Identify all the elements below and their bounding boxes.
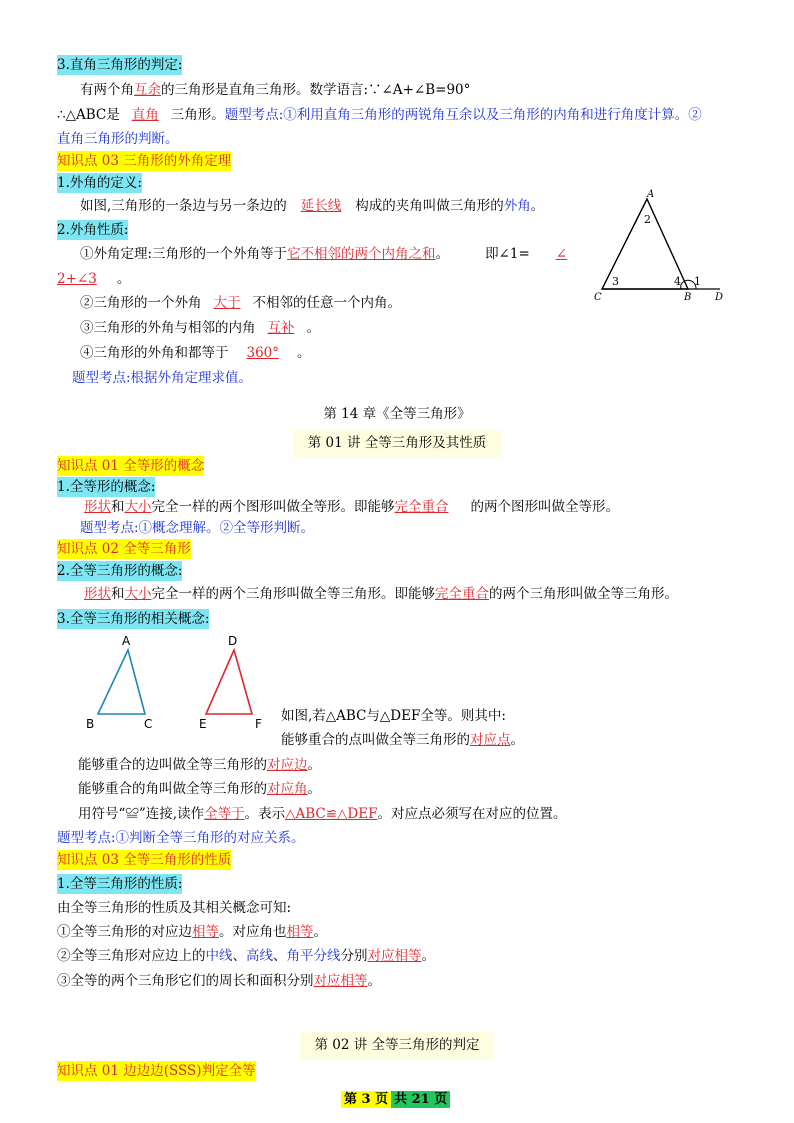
subheading-properties: 1.全等三角形的性质: bbox=[57, 876, 183, 892]
section-heading-right-triangle-criteria: 3.直角三角形的判定: bbox=[57, 57, 183, 73]
text-line bbox=[80, 293, 401, 313]
exam-point: 题型考点:①概念理解。②全等形判断。 bbox=[80, 520, 315, 536]
text-line bbox=[84, 497, 619, 517]
text: 。 bbox=[306, 320, 320, 336]
vertex-label-a: A bbox=[647, 189, 655, 200]
text: ③全等的两个三角形它们的周长和面积分别 bbox=[57, 973, 314, 989]
answer-blank: 大小 bbox=[124, 586, 152, 602]
text-line bbox=[80, 343, 311, 363]
keyword: 高线 bbox=[246, 948, 273, 964]
text: 如图,三角形的一条边与另一条边的 bbox=[80, 198, 287, 214]
text: 的两个三角形叫做全等三角形。 bbox=[489, 586, 678, 602]
triangle-def-red bbox=[206, 650, 252, 714]
text-line bbox=[80, 318, 320, 338]
subheading-related-concepts: 3.全等三角形的相关概念: bbox=[57, 611, 210, 627]
text-line bbox=[80, 244, 567, 264]
text: 。 bbox=[435, 246, 450, 262]
angle-label-1: 1 bbox=[694, 275, 701, 288]
vertex-label-b: B bbox=[86, 717, 95, 731]
knowledge-point-title: 知识点 02 全等三角形 bbox=[57, 541, 191, 557]
page-number: 第 3 页 bbox=[341, 1091, 391, 1108]
exam-point-continued: 直角三角形的判断。 bbox=[57, 131, 179, 147]
text: 。 bbox=[530, 198, 545, 214]
text: ②全等三角形对应边上的 bbox=[57, 948, 206, 964]
text: 。对应角也 bbox=[219, 924, 287, 940]
exterior-angle-figure bbox=[585, 185, 735, 305]
text: 能够重合的边叫做全等三角形的 bbox=[78, 757, 267, 773]
vertex-label-e: E bbox=[199, 717, 207, 731]
answer-blank: 直角 bbox=[131, 107, 159, 123]
answer-blank: 2+∠3 bbox=[57, 271, 97, 287]
angle-label-2: 2 bbox=[644, 213, 651, 226]
text: 。 bbox=[313, 924, 327, 940]
answer-blank: 相等 bbox=[286, 924, 314, 940]
text: 和 bbox=[111, 499, 125, 515]
text: 能够重合的点叫做全等三角形的 bbox=[281, 732, 470, 748]
text: 完全一样的两个图形叫做全等形。即能够 bbox=[151, 499, 395, 515]
text: ①全等三角形的对应边 bbox=[57, 924, 192, 940]
text: 、 bbox=[273, 948, 287, 964]
text: 能够重合的角叫做全等三角形的 bbox=[78, 781, 267, 797]
lecture-title: 第 01 讲 全等三角形及其性质 bbox=[307, 435, 487, 451]
answer-blank: 完全重合 bbox=[394, 499, 449, 515]
answer-blank: 互补 bbox=[267, 320, 295, 336]
text-line: 如图,若△ABC与△DEF全等。则其中: bbox=[281, 708, 506, 724]
vertex-label-c: C bbox=[144, 717, 153, 731]
lecture-banner bbox=[300, 1032, 494, 1060]
text: 。 bbox=[421, 948, 435, 964]
page-total: 共 21 页 bbox=[391, 1091, 450, 1108]
text: 的三角形是直角三角形。数学语言:∵∠A+∠B=90° bbox=[161, 82, 471, 98]
lecture-banner bbox=[293, 430, 501, 458]
answer-blank: 全等于 bbox=[204, 806, 245, 822]
text: 。 bbox=[297, 345, 311, 361]
answer-blank: △ABC≌△DEF bbox=[285, 806, 378, 822]
answer-blank: 对应边 bbox=[267, 757, 308, 773]
text-line bbox=[78, 755, 321, 775]
text: 和 bbox=[111, 586, 125, 602]
subheading-exterior-angle-definition: 1.外角的定义: bbox=[57, 175, 142, 191]
angle-label-4: 4 bbox=[674, 275, 681, 288]
text: 。 bbox=[307, 757, 321, 773]
exam-point: 题型考点:①利用直角三角形的两锐角互余以及三角形的内角和进行角度计算。② bbox=[224, 107, 702, 123]
congruent-triangles-figure bbox=[82, 630, 282, 735]
answer-blank: 完全重合 bbox=[435, 586, 489, 602]
lecture-title: 第 02 讲 全等三角形的判定 bbox=[314, 1037, 480, 1053]
text: 。 bbox=[307, 781, 321, 797]
answer-blank: 对应点 bbox=[470, 732, 511, 748]
answer-blank: 对应角 bbox=[267, 781, 308, 797]
answer-blank: 对应相等 bbox=[313, 973, 368, 989]
text-line bbox=[57, 105, 702, 125]
angle-label-3: 3 bbox=[612, 275, 619, 288]
text: 用符号“≌”连接,读作 bbox=[78, 806, 205, 822]
text-line bbox=[78, 804, 566, 824]
text-line bbox=[84, 584, 678, 604]
answer-blank: ∠ bbox=[555, 246, 568, 262]
text: 的两个图形叫做全等形。 bbox=[470, 499, 619, 515]
vertex-label-a: A bbox=[122, 634, 131, 648]
text: 。 bbox=[116, 271, 131, 287]
answer-blank: 它不相邻的两个内角之和 bbox=[287, 246, 436, 262]
text: 。 bbox=[510, 732, 524, 748]
angle-4-arc bbox=[681, 282, 683, 289]
subheading-exterior-angle-properties: 2.外角性质: bbox=[57, 222, 129, 238]
answer-blank: 大小 bbox=[124, 499, 152, 515]
text: 不相邻的任意一个内角。 bbox=[252, 295, 401, 311]
text-line: 由全等三角形的性质及其相关概念可知: bbox=[57, 900, 292, 916]
answer-blank: 形状 bbox=[84, 586, 111, 602]
keyword: 中线 bbox=[205, 948, 233, 964]
text: 即∠1= bbox=[485, 246, 530, 262]
keyword: 外角 bbox=[503, 198, 531, 214]
text-line bbox=[281, 730, 524, 750]
text: ④三角形的外角和都等于 bbox=[80, 345, 229, 361]
text-line bbox=[57, 971, 381, 991]
chapter-title: 第 14 章《全等三角形》 bbox=[323, 406, 471, 422]
text: 、 bbox=[232, 948, 246, 964]
text-line bbox=[80, 196, 544, 216]
answer-blank: 互余 bbox=[134, 82, 161, 98]
text-line bbox=[78, 779, 321, 799]
text: ②三角形的一个外角 bbox=[80, 295, 202, 311]
triangle-abc-blue bbox=[98, 650, 145, 714]
answer-blank: 对应相等 bbox=[367, 948, 422, 964]
knowledge-point-title: 知识点 01 边边边(SSS)判定全等 bbox=[57, 1063, 256, 1079]
text-line bbox=[57, 922, 327, 942]
keyword: 角平分线 bbox=[286, 948, 341, 964]
text: 。对应点必须写在对应的位置。 bbox=[377, 806, 567, 822]
knowledge-point-title: 知识点 03 三角形的外角定理 bbox=[57, 153, 232, 169]
vertex-label-d: D bbox=[228, 634, 238, 648]
vertex-label-c: C bbox=[594, 292, 602, 303]
subheading-congruent-figures: 1.全等形的概念: bbox=[57, 479, 156, 495]
text: ∴△ABC是 bbox=[57, 107, 120, 123]
knowledge-point-title: 知识点 03 全等三角形的性质 bbox=[57, 852, 232, 868]
text: 分别 bbox=[340, 948, 368, 964]
text-line bbox=[80, 80, 470, 100]
text: 有两个角 bbox=[80, 82, 134, 98]
text: 。表示 bbox=[244, 806, 286, 822]
answer-blank: 形状 bbox=[84, 499, 111, 515]
page-footer bbox=[341, 1090, 450, 1110]
answer-blank: 360° bbox=[246, 345, 280, 361]
vertex-label-f: F bbox=[255, 717, 262, 731]
text: 完全一样的两个三角形叫做全等三角形。即能够 bbox=[151, 586, 435, 602]
answer-blank: 大于 bbox=[213, 295, 241, 311]
text-line bbox=[57, 946, 435, 966]
exam-point: 题型考点:①判断全等三角形的对应关系。 bbox=[57, 830, 305, 846]
answer-blank: 相等 bbox=[192, 924, 219, 940]
text-line bbox=[57, 269, 130, 289]
subheading-congruent-triangles: 2.全等三角形的概念: bbox=[57, 563, 183, 579]
knowledge-point-title: 知识点 01 全等形的概念 bbox=[57, 458, 205, 474]
text: 。 bbox=[367, 973, 381, 989]
point-label-d: D bbox=[715, 292, 724, 303]
text: ③三角形的外角与相邻的内角 bbox=[80, 320, 256, 336]
text: 构成的夹角叫做三角形的 bbox=[355, 198, 504, 214]
vertex-label-b: B bbox=[684, 292, 692, 303]
exam-point: 题型考点:根据外角定理求值。 bbox=[72, 370, 253, 386]
answer-blank: 延长线 bbox=[300, 198, 342, 214]
text: ①外角定理:三角形的一个外角等于 bbox=[80, 246, 288, 262]
text: 三角形。 bbox=[170, 107, 225, 123]
